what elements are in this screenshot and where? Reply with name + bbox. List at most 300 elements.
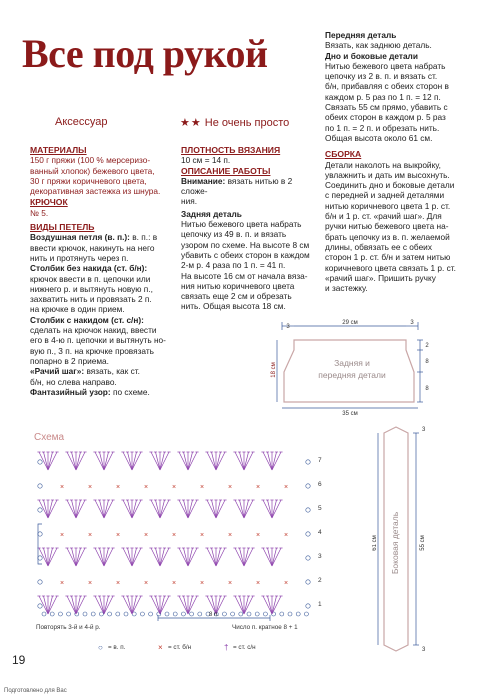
double-crochet-icon bbox=[156, 452, 161, 470]
back-line: 2-м р. 4 раза по 1 п. = 41 п. bbox=[181, 260, 286, 271]
double-crochet-icon bbox=[244, 500, 253, 518]
materials-line: 30 г пряжи коричневого цвета, bbox=[30, 175, 147, 186]
back-line: связать еще 2 см и обрезать bbox=[181, 291, 292, 302]
double-crochet-icon bbox=[244, 500, 249, 518]
assembly-line: коричневого цвета связать 1 р. ст. bbox=[325, 262, 456, 273]
turning-chain-icon bbox=[306, 580, 310, 584]
double-crochet-icon bbox=[240, 548, 245, 566]
double-crochet-icon bbox=[160, 596, 169, 614]
double-crochet-icon bbox=[76, 548, 81, 566]
double-crochet-icon bbox=[39, 596, 48, 614]
note-text: вязать нитью в 2 сложе- bbox=[181, 175, 293, 197]
double-crochet-icon bbox=[128, 500, 133, 518]
chain-stitch-icon bbox=[83, 612, 87, 616]
double-crochet-icon bbox=[160, 452, 165, 470]
double-crochet-icon bbox=[216, 548, 221, 566]
double-crochet-icon bbox=[104, 452, 113, 470]
chain-stitch-icon bbox=[140, 612, 144, 616]
chain-stitch-icon bbox=[42, 612, 46, 616]
stitch-desc: сделать на крючок накид, ввести bbox=[30, 325, 157, 336]
double-crochet-icon bbox=[132, 452, 141, 470]
stitch-name: Столбик с накидом (ст. с/н): bbox=[30, 314, 144, 325]
double-crochet-icon bbox=[48, 596, 53, 614]
stitch-desc: ввести крючок, накинуть на него bbox=[30, 242, 155, 253]
sides-line: б/н, прибавляя с обеих сторон в bbox=[325, 81, 449, 92]
chain-stitch-icon bbox=[296, 612, 300, 616]
double-crochet-icon bbox=[151, 500, 160, 518]
turning-chain-icon bbox=[306, 460, 310, 464]
chain-stitch-icon bbox=[239, 612, 243, 616]
note-label: Внимание: bbox=[181, 175, 226, 186]
sides-line: Общая высота около 61 см. bbox=[325, 132, 433, 143]
double-crochet-icon bbox=[216, 452, 221, 470]
single-crochet-icon: × bbox=[59, 532, 65, 539]
stitch-name: Воздушная петля (в. п.): bbox=[30, 232, 130, 243]
double-crochet-icon bbox=[156, 500, 161, 518]
materials-line: ванный хлопок) бежевого цвета, bbox=[30, 165, 155, 176]
note-text: ния. bbox=[181, 196, 198, 207]
materials-line: декоративная застежка из шнура. bbox=[30, 186, 161, 197]
double-crochet-icon bbox=[160, 500, 169, 518]
back-heading: Задняя деталь bbox=[181, 208, 242, 219]
double-crochet-icon bbox=[67, 452, 76, 470]
double-crochet-icon bbox=[39, 452, 48, 470]
legend-label: = в. п. bbox=[108, 644, 126, 651]
double-crochet-icon bbox=[95, 452, 104, 470]
stitch-desc: по схеме. bbox=[112, 386, 150, 397]
single-crochet-icon: × bbox=[255, 484, 261, 491]
side-dim-total: 61 см bbox=[372, 535, 378, 551]
assembly-line: «рачий шаг». Пришить ручку bbox=[325, 272, 436, 283]
double-crochet-icon bbox=[216, 452, 225, 470]
stitch-desc: вязать, как ст. bbox=[86, 366, 140, 377]
row-number: 5 bbox=[318, 505, 322, 512]
double-crochet-icon bbox=[184, 452, 189, 470]
double-crochet-icon bbox=[67, 548, 76, 566]
double-crochet-icon bbox=[212, 452, 217, 470]
chain-stitch-icon bbox=[149, 612, 153, 616]
sides-line: по 1 п. = 2 п. и обрезать нить. bbox=[325, 122, 440, 133]
single-crochet-icon: × bbox=[115, 532, 121, 539]
double-crochet-icon bbox=[132, 452, 137, 470]
double-crochet-icon bbox=[48, 500, 57, 518]
double-crochet-icon bbox=[104, 548, 113, 566]
single-crochet-icon: × bbox=[87, 532, 93, 539]
double-crochet-icon bbox=[244, 596, 249, 614]
assembly-line: длины, обвязать ее с обеих bbox=[325, 241, 432, 252]
double-crochet-icon bbox=[76, 596, 85, 614]
double-crochet-icon bbox=[151, 548, 160, 566]
double-crochet-icon bbox=[123, 500, 132, 518]
double-crochet-icon bbox=[240, 500, 245, 518]
sides-line: обеих сторон в каждом р. 5 раз bbox=[325, 112, 446, 123]
hook-heading: КРЮЧОК bbox=[30, 197, 68, 208]
dim-top-left: 3 bbox=[286, 324, 290, 330]
double-crochet-icon bbox=[123, 452, 132, 470]
stitch-name: Фантазийный узор: bbox=[30, 386, 111, 397]
turning-chain-icon bbox=[306, 484, 310, 488]
double-crochet-icon bbox=[48, 596, 57, 614]
double-crochet-icon bbox=[67, 500, 76, 518]
right-column bbox=[325, 30, 475, 293]
double-crochet-icon bbox=[184, 548, 189, 566]
dim-bottom: 35 см bbox=[342, 411, 358, 417]
double-crochet-icon bbox=[188, 500, 197, 518]
sides-line: цепочку из 2 в. п. и вязать ст. bbox=[325, 71, 438, 82]
double-crochet-icon bbox=[184, 596, 189, 614]
double-crochet-icon bbox=[244, 596, 253, 614]
double-crochet-icon bbox=[104, 452, 109, 470]
row-number: 2 bbox=[318, 577, 322, 584]
double-crochet-icon bbox=[268, 500, 273, 518]
double-crochet-icon bbox=[235, 452, 244, 470]
double-crochet-icon bbox=[123, 548, 132, 566]
stitches-heading: ВИДЫ ПЕТЕЛЬ bbox=[30, 222, 95, 233]
legend-label: = ст. б/н bbox=[168, 644, 192, 651]
chain-stitch-icon bbox=[108, 612, 112, 616]
back-line: На высоте 16 см от начала вяза- bbox=[181, 270, 308, 281]
side-dim-length: 55 см bbox=[420, 535, 426, 551]
stitch-name: «Рачий шаг»: bbox=[30, 366, 85, 377]
double-crochet-icon bbox=[72, 596, 77, 614]
double-crochet-icon bbox=[44, 596, 49, 614]
double-crochet-icon bbox=[39, 548, 48, 566]
single-crochet-icon: × bbox=[115, 484, 121, 491]
double-crochet-icon bbox=[244, 452, 249, 470]
double-crochet-icon bbox=[95, 548, 104, 566]
double-crochet-icon bbox=[156, 548, 161, 566]
back-line: ния нитью коричневого цвета bbox=[181, 280, 295, 291]
dim-left-height: 18 см bbox=[271, 362, 277, 378]
chain-stitch-icon bbox=[231, 612, 235, 616]
row-numbers bbox=[318, 457, 322, 608]
double-crochet-icon bbox=[104, 500, 109, 518]
single-crochet-icon: × bbox=[59, 580, 65, 587]
double-crochet-icon bbox=[44, 452, 49, 470]
stitch-desc: крючок ввести в п. цепочки или bbox=[30, 273, 151, 284]
single-crochet-icon: × bbox=[115, 580, 121, 587]
repeat-width: 8 п. bbox=[209, 612, 219, 618]
double-crochet-icon bbox=[48, 452, 53, 470]
single-crochet-icon: × bbox=[283, 484, 289, 491]
single-crochet-icon: × bbox=[87, 580, 93, 587]
stitch-desc: на крючке в один прием. bbox=[30, 304, 125, 315]
single-crochet-icon: × bbox=[199, 484, 205, 491]
legend-label: = ст. с/н bbox=[233, 644, 256, 651]
sides-line: Связать 55 см прямо, убавить с bbox=[325, 102, 448, 113]
side-dim-top: 3 bbox=[422, 427, 426, 433]
back-line: нить. Общая высота 18 см. bbox=[181, 301, 286, 312]
dim-top-mid: 29 см bbox=[342, 320, 358, 326]
double-crochet-icon bbox=[188, 548, 193, 566]
double-crochet-icon bbox=[268, 452, 273, 470]
double-crochet-icon bbox=[72, 548, 77, 566]
turning-chain-icon bbox=[306, 532, 310, 536]
double-crochet-icon bbox=[151, 452, 160, 470]
chain-stitch-icon bbox=[181, 612, 185, 616]
assembly-line: нитью коричневого цвета 1 р. ст. bbox=[325, 200, 451, 211]
double-crochet-icon bbox=[207, 548, 216, 566]
double-crochet-icon bbox=[179, 596, 188, 614]
double-crochet-icon bbox=[188, 452, 197, 470]
double-crochet-icon bbox=[95, 596, 104, 614]
turning-chain-icon bbox=[306, 604, 310, 608]
single-crochet-icon: × bbox=[143, 484, 149, 491]
double-crochet-icon bbox=[188, 548, 197, 566]
front-back-pattern bbox=[270, 318, 430, 418]
assembly-line: брать цепочку из в. п. желаемой bbox=[325, 231, 450, 242]
double-crochet-icon bbox=[72, 500, 77, 518]
double-crochet-icon bbox=[244, 548, 253, 566]
dim-top-right: 3 bbox=[410, 320, 414, 326]
double-crochet-icon bbox=[188, 452, 193, 470]
turning-chain-icon bbox=[38, 604, 42, 608]
assembly-line: б/н и 1 р. ст. «рачий шаг». Для bbox=[325, 211, 442, 222]
double-crochet-icon bbox=[48, 548, 53, 566]
double-crochet-icon bbox=[268, 596, 273, 614]
double-crochet-icon bbox=[207, 452, 216, 470]
chain-stitch-icon bbox=[263, 612, 267, 616]
double-crochet-icon bbox=[128, 548, 133, 566]
page-title: Все под рукой bbox=[22, 31, 268, 76]
double-crochet-icon bbox=[95, 500, 104, 518]
double-crochet-icon bbox=[104, 596, 113, 614]
double-crochet-icon bbox=[272, 500, 281, 518]
chain-stitch-icon bbox=[165, 612, 169, 616]
assembly-line: Детали наколоть на выкройку, bbox=[325, 159, 441, 170]
stitch-desc: попарно в 2 приема. bbox=[30, 355, 109, 366]
back-line: цепочку из 49 в. п. и вязать bbox=[181, 229, 287, 240]
dim-right-top: 2 bbox=[425, 343, 429, 349]
gauge-value: 10 см = 14 п. bbox=[181, 155, 231, 166]
side-dim-bottom: 3 bbox=[422, 647, 426, 653]
double-crochet-icon bbox=[263, 500, 272, 518]
page-number: 19 bbox=[12, 653, 26, 667]
chain-stitch-icon bbox=[247, 612, 251, 616]
side-pattern bbox=[372, 425, 428, 653]
dim-right-bottom: 8 bbox=[425, 386, 429, 392]
chain-stitch-icon bbox=[67, 612, 71, 616]
schema-brackets bbox=[38, 524, 270, 621]
hook-value: № 5. bbox=[30, 207, 49, 218]
pattern-label-line2: передняя детали bbox=[318, 370, 386, 380]
assembly-line: и застежку. bbox=[325, 283, 368, 294]
stitch-desc: его в 4-ю п. цепочки и вытянуть но- bbox=[30, 335, 166, 346]
double-crochet-icon bbox=[100, 596, 105, 614]
chain-stitch-icon bbox=[255, 612, 259, 616]
double-crochet-icon bbox=[240, 452, 245, 470]
sc-legend-icon: × bbox=[158, 643, 163, 652]
back-line: убавить с обеих сторон в каждом bbox=[181, 249, 310, 260]
double-crochet-icon bbox=[48, 548, 57, 566]
double-crochet-icon bbox=[235, 596, 244, 614]
work-heading: ОПИСАНИЕ РАБОТЫ bbox=[181, 165, 271, 176]
single-crochet-icon: × bbox=[199, 532, 205, 539]
stitch-name: Столбик без накида (ст. б/н): bbox=[30, 263, 148, 274]
single-crochet-icon: × bbox=[227, 580, 233, 587]
double-crochet-icon bbox=[160, 500, 165, 518]
double-crochet-icon bbox=[104, 596, 109, 614]
double-crochet-icon bbox=[100, 500, 105, 518]
double-crochet-icon bbox=[212, 500, 217, 518]
double-crochet-icon bbox=[188, 500, 193, 518]
double-crochet-icon bbox=[207, 500, 216, 518]
double-crochet-icon bbox=[48, 500, 53, 518]
double-crochet-icon bbox=[240, 596, 245, 614]
sides-heading: Дно и боковые детали bbox=[325, 50, 418, 61]
double-crochet-icon bbox=[268, 548, 273, 566]
double-crochet-icon bbox=[67, 596, 76, 614]
chain-stitch-icon bbox=[58, 612, 62, 616]
chain-legend-icon: ○ bbox=[98, 643, 103, 652]
double-crochet-icon bbox=[272, 596, 277, 614]
assembly-line: с передней и задней деталями bbox=[325, 190, 445, 201]
chain-stitch-icon bbox=[198, 612, 202, 616]
back-line: узором по схеме. На высоте 8 см bbox=[181, 239, 310, 250]
double-crochet-icon bbox=[160, 452, 169, 470]
double-crochet-icon bbox=[272, 596, 281, 614]
double-crochet-icon bbox=[263, 596, 272, 614]
double-crochet-icon bbox=[132, 596, 137, 614]
gauge-heading: ПЛОТНОСТЬ ВЯЗАНИЯ bbox=[181, 145, 281, 155]
assembly-line: увлажнить и дать им высохнуть. bbox=[325, 169, 450, 180]
double-crochet-icon bbox=[76, 596, 81, 614]
double-crochet-icon bbox=[100, 548, 105, 566]
double-crochet-icon bbox=[179, 548, 188, 566]
assembly-heading: СБОРКА bbox=[325, 149, 362, 160]
sides-line: Нитью бежевого цвета набрать bbox=[325, 60, 446, 71]
double-crochet-icon bbox=[76, 500, 81, 518]
pattern-label-line1: Задняя и bbox=[334, 358, 370, 368]
chain-stitch-icon bbox=[304, 612, 308, 616]
double-crochet-icon bbox=[104, 548, 109, 566]
turning-chain-icon bbox=[38, 460, 42, 464]
schema-title: Схема bbox=[34, 432, 65, 443]
category-label: Аксессуар bbox=[55, 116, 108, 128]
single-crochet-icon: × bbox=[143, 580, 149, 587]
double-crochet-icon bbox=[44, 548, 49, 566]
sides-line: каждом р. 5 раз по 1 п. = 12 п. bbox=[325, 91, 441, 102]
chain-stitch-icon bbox=[288, 612, 292, 616]
double-crochet-icon bbox=[179, 500, 188, 518]
double-crochet-icon bbox=[132, 548, 141, 566]
double-crochet-icon bbox=[156, 596, 161, 614]
row-number: 3 bbox=[318, 553, 322, 560]
assembly-line: сторон 1 р. ст. б/н и затем нитью bbox=[325, 252, 451, 263]
chain-stitch-icon bbox=[124, 612, 128, 616]
stitch-desc: нить и протянуть через п. bbox=[30, 252, 129, 263]
stitch-desc: нижнего р. и вытянуть новую п., bbox=[30, 283, 153, 294]
double-crochet-icon bbox=[76, 452, 85, 470]
middle-column bbox=[181, 145, 321, 312]
double-crochet-icon bbox=[184, 500, 189, 518]
turning-chain-icon bbox=[306, 508, 310, 512]
turning-chain-icon bbox=[38, 556, 42, 560]
double-crochet-icon bbox=[128, 452, 133, 470]
chain-stitch-icon bbox=[99, 612, 103, 616]
double-crochet-icon bbox=[179, 452, 188, 470]
assembly-line: ручки нитью бежевого цвета на- bbox=[325, 221, 449, 232]
double-crochet-icon bbox=[160, 596, 165, 614]
turning-chain-icon bbox=[38, 532, 42, 536]
double-crochet-icon bbox=[160, 548, 169, 566]
turning-chain-icon bbox=[38, 508, 42, 512]
double-crochet-icon bbox=[272, 452, 277, 470]
double-crochet-icon bbox=[76, 500, 85, 518]
row-number: 6 bbox=[318, 481, 322, 488]
single-crochet-icon: × bbox=[227, 532, 233, 539]
row-number: 1 bbox=[318, 601, 322, 608]
count-note: Число п. кратное 8 + 1 bbox=[232, 624, 298, 631]
double-crochet-icon bbox=[235, 500, 244, 518]
chain-stitch-icon bbox=[91, 612, 95, 616]
difficulty-stars-icon: ★★ bbox=[180, 117, 202, 129]
materials-line: 150 г пряжи (100 % мерсеризо- bbox=[30, 155, 151, 166]
double-crochet-icon bbox=[272, 452, 281, 470]
double-crochet-icon bbox=[76, 548, 85, 566]
schema-legend bbox=[98, 643, 256, 652]
double-crochet-icon bbox=[244, 548, 249, 566]
difficulty-label: Не очень просто bbox=[204, 117, 290, 129]
single-crochet-icon: × bbox=[171, 484, 177, 491]
double-crochet-icon bbox=[188, 596, 193, 614]
single-crochet-icon: × bbox=[59, 484, 65, 491]
back-line: Нитью бежевого цвета набрать bbox=[181, 219, 302, 230]
assembly-line: Соединить дно и боковые детали bbox=[325, 180, 455, 191]
schema-grid bbox=[37, 452, 310, 616]
double-crochet-icon bbox=[263, 548, 272, 566]
single-crochet-icon: × bbox=[283, 580, 289, 587]
double-crochet-icon bbox=[132, 500, 141, 518]
single-crochet-icon: × bbox=[227, 484, 233, 491]
front-heading: Передняя деталь bbox=[325, 30, 397, 40]
double-crochet-icon bbox=[272, 548, 277, 566]
side-label: Боковая деталь bbox=[390, 511, 400, 575]
double-crochet-icon bbox=[132, 500, 137, 518]
double-crochet-icon bbox=[188, 596, 197, 614]
chain-stitch-icon bbox=[50, 612, 54, 616]
chain-stitch-icon bbox=[280, 612, 284, 616]
double-crochet-icon bbox=[44, 500, 49, 518]
double-crochet-icon bbox=[235, 548, 244, 566]
double-crochet-icon bbox=[263, 452, 272, 470]
double-crochet-icon bbox=[39, 500, 48, 518]
difficulty bbox=[180, 116, 289, 129]
turning-chain-icon bbox=[306, 556, 310, 560]
crochet-schema bbox=[28, 428, 328, 658]
double-crochet-icon bbox=[160, 548, 165, 566]
single-crochet-icon: × bbox=[199, 580, 205, 587]
repeat-rows-note: Повторять 3-й и 4-й р. bbox=[36, 624, 101, 631]
single-crochet-icon: × bbox=[171, 580, 177, 587]
stitch-desc: в. п.: в bbox=[132, 232, 158, 243]
stitch-desc: вую п., 3 п. на крючке провязать bbox=[30, 345, 154, 356]
double-crochet-icon bbox=[132, 548, 137, 566]
dim-right-mid: 8 bbox=[425, 359, 429, 365]
stitch-desc: захватить нить и провязать 2 п. bbox=[30, 294, 152, 305]
double-crochet-icon bbox=[128, 596, 133, 614]
double-crochet-icon bbox=[216, 500, 221, 518]
footer-tag: Подготовлено для Вас bbox=[4, 688, 67, 694]
double-crochet-icon bbox=[216, 500, 225, 518]
chain-stitch-icon bbox=[190, 612, 194, 616]
materials-heading: МАТЕРИАЛЫ bbox=[30, 145, 87, 155]
chain-stitch-icon bbox=[116, 612, 120, 616]
single-crochet-icon: × bbox=[143, 532, 149, 539]
double-crochet-icon bbox=[272, 500, 277, 518]
row-number: 7 bbox=[318, 457, 322, 464]
double-crochet-icon bbox=[216, 548, 225, 566]
